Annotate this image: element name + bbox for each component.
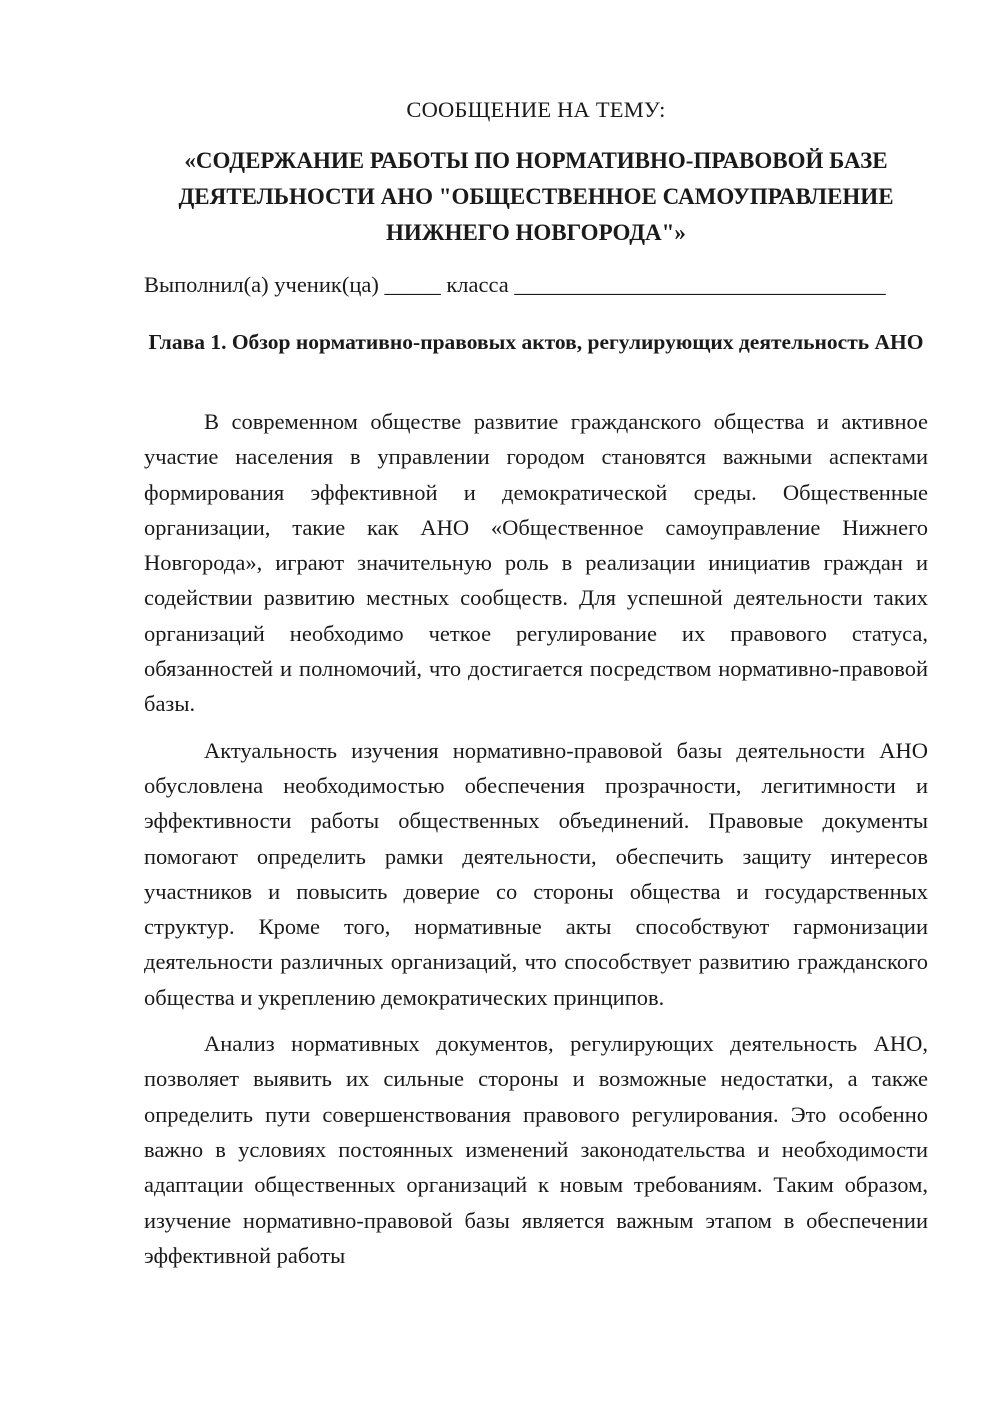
paragraph: В современном обществе развитие гражданского общества и активное участие населения в управлении городом становятся важными аспектами формирования эффективной и демократической среды. Общественные организации, такие как АНО «Общественное самоуправление Нижнего Новгорода», играют значительную роль в реализации инициатив граждан и содействии развитию местных сообществ. Для успешной деятельности таких организаций необходимо четкое регулирование их правового статуса, обязанностей и полномочий, что достигается посредством нормативно-правовой базы. — [144, 409, 928, 717]
author-line: Выполнил(а) ученик(ца) _____ класса _________________________________ — [144, 272, 886, 297]
document-page — [144, 0, 928, 1414]
subject-line: СООБЩЕНИЕ НА ТЕМУ: — [406, 97, 666, 122]
topic-title: «СОДЕРЖАНИЕ РАБОТЫ ПО НОРМАТИВНО-ПРАВОВОЙ БАЗЕ ДЕЯТЕЛЬНОСТИ АНО "ОБЩЕСТВЕННОЕ САМОУПРАВЛЕНИЕ НИЖНЕГО НОВГОРОДА"» — [178, 148, 894, 245]
chapter-title: Глава 1. Обзор нормативно-правовых актов, регулирующих деятельность АНО — [148, 330, 924, 354]
body-text — [144, 404, 928, 1284]
paragraph: Актуальность изучения нормативно-правовой базы деятельности АНО обусловлена необходимостью обеспечения прозрачности, легитимности и эффективности работы общественных объединений. Правовые документы помогают определить рамки деятельности, обеспечить защиту интересов участников и повысить доверие со стороны общества и государственных структур. Кроме того, нормативные акты способствуют гармонизации деятельности различных организаций, что способствует развитию гражданского общества и укреплению демократических принципов. — [144, 737, 928, 1010]
paragraph: Анализ нормативных документов, регулирующих деятельность АНО, позволяет выявить их сильные стороны и возможные недостатки, а также определить пути совершенствования правового регулирования. Это особенно важно в условиях постоянных изменений законодательства и необходимости адаптации общественных организаций к новым требованиям. Таким образом, изучение нормативно-правовой базы является важным этапом в обеспечении эффективной работы — [144, 1031, 928, 1268]
